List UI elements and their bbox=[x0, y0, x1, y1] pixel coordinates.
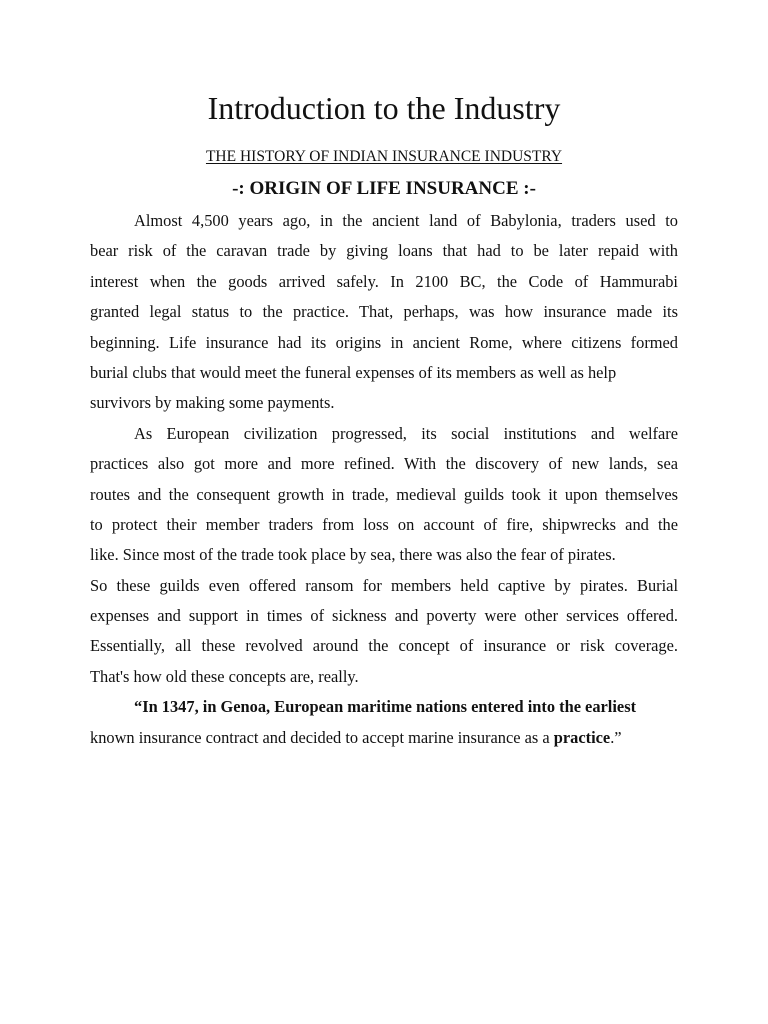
text-line: burial clubs that would meet the funeral expenses of its members as well as help bbox=[90, 362, 617, 382]
quote-end: .” bbox=[610, 727, 622, 747]
text-line: beginning. Life insurance had its origins in ancient Rome, where citizens formed bbox=[90, 332, 678, 352]
text-line: Almost 4,500 years ago, in the ancient land of Babylonia, traders used to bbox=[134, 211, 678, 230]
paragraph-1 bbox=[90, 206, 678, 419]
quote-line-2 bbox=[90, 723, 678, 753]
page-title: Introduction to the Industry bbox=[207, 90, 561, 126]
text-line: survivors by making some payments. bbox=[90, 393, 335, 413]
text-line: bear risk of the caravan trade by giving loans that had to be later repaid with bbox=[90, 241, 678, 261]
text-line: like. Since most of the trade took place by sea, there was also the fear of pirates. bbox=[90, 545, 616, 565]
quote-line-1: “In 1347, in Genoa, European maritime nations entered into the earliest bbox=[134, 697, 637, 717]
text-line: to protect their member traders from loss on account of fire, shipwrecks and the bbox=[90, 514, 678, 534]
text-line: granted legal status to the practice. That, perhaps, was how insurance made its bbox=[90, 302, 678, 322]
section-heading: -: ORIGIN OF LIFE INSURANCE :- bbox=[232, 178, 536, 199]
text-line: interest when the goods arrived safely. In 2100 BC, the Code of Hammurabi bbox=[90, 271, 678, 291]
paragraph-2 bbox=[90, 419, 678, 693]
section-subtitle: THE HISTORY OF INDIAN INSURANCE INDUSTRY bbox=[205, 148, 563, 165]
text-line: So these guilds even offered ransom for members held captive by pirates. Burial bbox=[90, 575, 678, 595]
text-line: expenses and support in times of sickness and poverty were other services offered. bbox=[90, 606, 678, 626]
text-line: routes and the consequent growth in trade, medieval guilds took it upon themselves bbox=[90, 484, 678, 504]
text-line: That's how old these concepts are, really. bbox=[90, 666, 359, 686]
text-line: practices also got more and more refined. With the discovery of new lands, sea bbox=[90, 454, 678, 474]
quote-paragraph bbox=[90, 692, 678, 753]
text-line: As European civilization progressed, its social institutions and welfare bbox=[134, 423, 678, 443]
body-text bbox=[90, 206, 678, 753]
quote-emphasis: practice bbox=[553, 727, 611, 747]
quote-text: known insurance contract and decided to accept marine insurance as a bbox=[90, 727, 554, 747]
text-line: Essentially, all these revolved around the concept of insurance or risk coverage. bbox=[90, 636, 678, 656]
